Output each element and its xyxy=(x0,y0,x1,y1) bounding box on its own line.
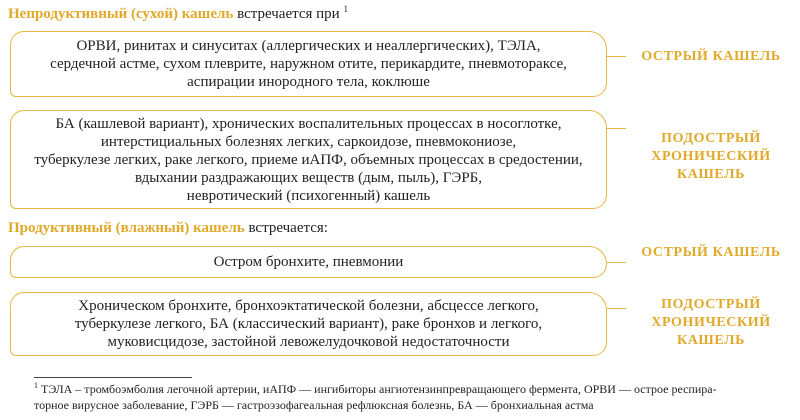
label-line: ПОДОСТРЫЙ xyxy=(661,297,761,312)
text-line: аспирации инородного тела, коклюше xyxy=(187,74,430,90)
dry-chronic-label xyxy=(626,130,796,184)
wet-acute-connector xyxy=(607,262,626,263)
text-line: интерстициальных болезнях легких, саркоидозе, пневмокониозе, xyxy=(100,133,517,150)
label-line: КАШЕЛЬ xyxy=(676,333,746,348)
text-line: сердечной астме, сухом плеврите, наружном отите, перикардите, пневмотораксе, xyxy=(50,56,567,72)
wet-acute-box xyxy=(10,246,607,278)
text-line: туберкулезе легких, раке легкого, приеме иАПФ, объемных процессах в средостении, xyxy=(34,151,583,168)
dry-chronic-text xyxy=(34,115,582,205)
label-line: ХРОНИЧЕСКИЙ xyxy=(651,149,771,164)
text-line: БА (кашлевой вариант), хронических воспалительных процессах в носоглотке, xyxy=(55,115,562,132)
wet-chronic-text xyxy=(75,297,542,351)
footnote-text: ТЭЛА – тромбоэмболия легочной артерии, иАПФ — ингибиторы ангиотензинпревращающего фермента, ОРВИ — острое респира- xyxy=(38,382,717,396)
wet-chronic-label xyxy=(626,296,796,350)
wet-cough-heading xyxy=(8,219,328,237)
footnote-mark: 1 xyxy=(34,381,38,390)
text-line: невротический (психогенный) кашель xyxy=(186,187,431,204)
wet-chronic-box xyxy=(10,292,607,356)
footnote xyxy=(34,381,794,413)
text-line: Хроническом бронхите, бронхоэктатической болезни, абсцессе легкого, xyxy=(78,298,539,314)
label-line: ХРОНИЧЕСКИЙ xyxy=(651,315,771,330)
text-line: муковисцидозе, застойной левожелудочковой недостаточности xyxy=(107,334,510,350)
text-line: вдыхании раздражающих веществ (дым, пыль), ГЭРБ, xyxy=(134,169,483,186)
footnote-divider xyxy=(34,377,192,378)
wet-cough-title-rest: встречается: xyxy=(244,220,328,236)
text-line: туберкулезе легкого, БА (классический вариант), раке бронхов и легкого, xyxy=(74,316,543,332)
text-line: ОРВИ, ринитах и синуситах (аллергических и неаллергических), ТЭЛА, xyxy=(76,38,541,54)
label-line: ПОДОСТРЫЙ xyxy=(661,131,761,146)
wet-chronic-connector xyxy=(607,308,626,309)
label-line: КАШЕЛЬ xyxy=(676,167,746,182)
footnote-ref: 1 xyxy=(343,4,348,14)
dry-acute-text xyxy=(50,37,567,91)
footnote-line xyxy=(34,381,794,397)
text-line: Остром бронхите, пневмонии xyxy=(213,254,404,270)
dry-cough-title-rest: встречается при xyxy=(233,6,344,22)
wet-acute-label: ОСТРЫЙ КАШЕЛЬ xyxy=(641,245,781,260)
dry-cough-title: Непродуктивный (сухой) кашель xyxy=(8,6,234,22)
dry-chronic-box xyxy=(10,110,607,209)
wet-cough-title: Продуктивный (влажный) кашель xyxy=(8,220,245,236)
dry-chronic-connector xyxy=(607,128,626,129)
dry-acute-label: ОСТРЫЙ КАШЕЛЬ xyxy=(641,49,781,64)
dry-acute-connector xyxy=(607,56,626,57)
dry-acute-box xyxy=(10,31,607,97)
footnote-line: торное вирусное заболевание, ГЭРБ — гастроэзофагеальная рефлюксная болезнь, БА — бронхиальная астма xyxy=(34,398,594,412)
dry-cough-heading xyxy=(8,5,348,23)
